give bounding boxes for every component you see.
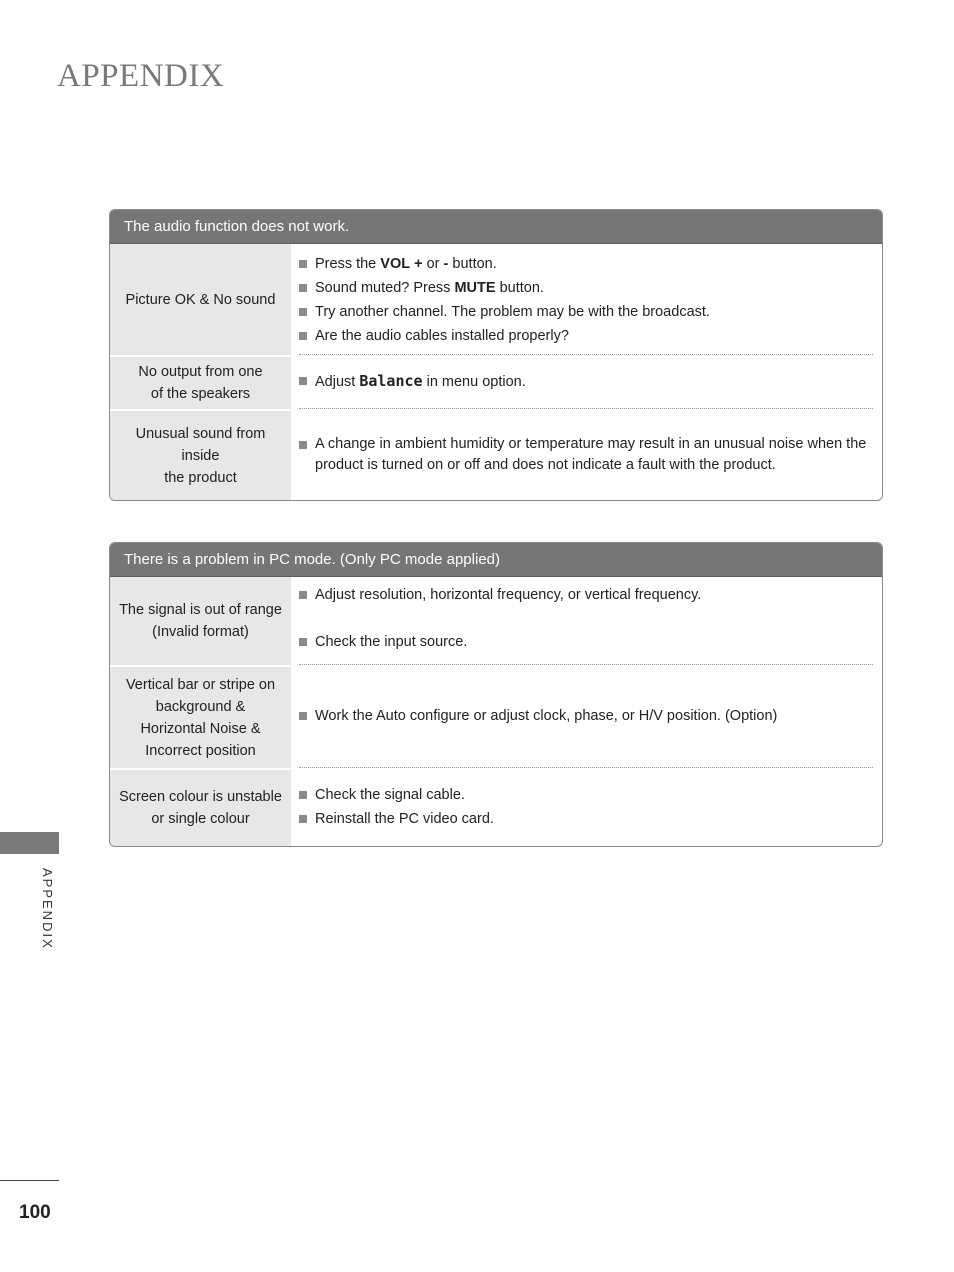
table-row [110, 577, 882, 665]
square-bullet-icon [299, 638, 307, 646]
list-item: Sound muted? Press MUTE button. [299, 276, 873, 300]
square-bullet-icon [299, 815, 307, 823]
list-item: Press the VOL + or - button. [299, 252, 873, 276]
list-item: Adjust resolution, horizontal frequency, or vertical frequency. [299, 583, 873, 607]
square-bullet-icon [299, 791, 307, 799]
table-row [110, 665, 882, 768]
symptom-cell: Screen colour is unstable or single colour [110, 768, 291, 846]
list-item: Work the Auto configure or adjust clock, phase, or H/V position. (Option) [299, 704, 873, 728]
square-bullet-icon [299, 591, 307, 599]
symptom-cell: The signal is out of range (Invalid format) [110, 577, 291, 665]
square-bullet-icon [299, 284, 307, 292]
square-bullet-icon [299, 441, 307, 449]
page-number: 100 [19, 1202, 51, 1223]
table-row [110, 355, 882, 409]
table-row [110, 768, 882, 846]
square-bullet-icon [299, 712, 307, 720]
plus-icon: + [414, 256, 423, 272]
solution-cell [291, 244, 882, 355]
list-item: Reinstall the PC video card. [299, 807, 873, 831]
solution-cell [291, 665, 882, 768]
solution-cell [291, 577, 882, 665]
solution-cell [291, 768, 882, 846]
square-bullet-icon [299, 260, 307, 268]
section-tab-marker [0, 832, 59, 854]
solution-cell [291, 409, 882, 500]
pc-table-header: There is a problem in PC mode. (Only PC mode applied) [110, 543, 882, 577]
square-bullet-icon [299, 308, 307, 316]
list-item: Check the input source. [299, 630, 873, 654]
page-title: APPENDIX [57, 58, 225, 94]
audio-table-header: The audio function does not work. [110, 210, 882, 244]
solution-cell [291, 355, 882, 409]
pc-mode-troubleshooting-table [109, 542, 883, 847]
symptom-cell: Vertical bar or stripe on background & Horizontal Noise & Incorrect position [110, 665, 291, 768]
square-bullet-icon [299, 332, 307, 340]
table-row [110, 409, 882, 500]
list-item: Check the signal cable. [299, 783, 873, 807]
list-item: Are the audio cables installed properly? [299, 324, 873, 348]
section-side-label: APPENDIX [40, 868, 55, 950]
list-item: A change in ambient humidity or temperature may result in an unusual noise when the product is turned on or off and does not indicate a fault with the product. [299, 434, 873, 476]
symptom-cell: Unusual sound from inside the product [110, 409, 291, 500]
audio-troubleshooting-table [109, 209, 883, 501]
page-number-rule [0, 1180, 59, 1181]
table-row [110, 244, 882, 355]
square-bullet-icon [299, 377, 307, 385]
list-item: Adjust Balance in menu option. [299, 369, 873, 394]
list-item: Try another channel. The problem may be with the broadcast. [299, 300, 873, 324]
symptom-cell: Picture OK & No sound [110, 244, 291, 355]
minus-icon: - [443, 256, 449, 272]
symptom-cell: No output from one of the speakers [110, 355, 291, 409]
